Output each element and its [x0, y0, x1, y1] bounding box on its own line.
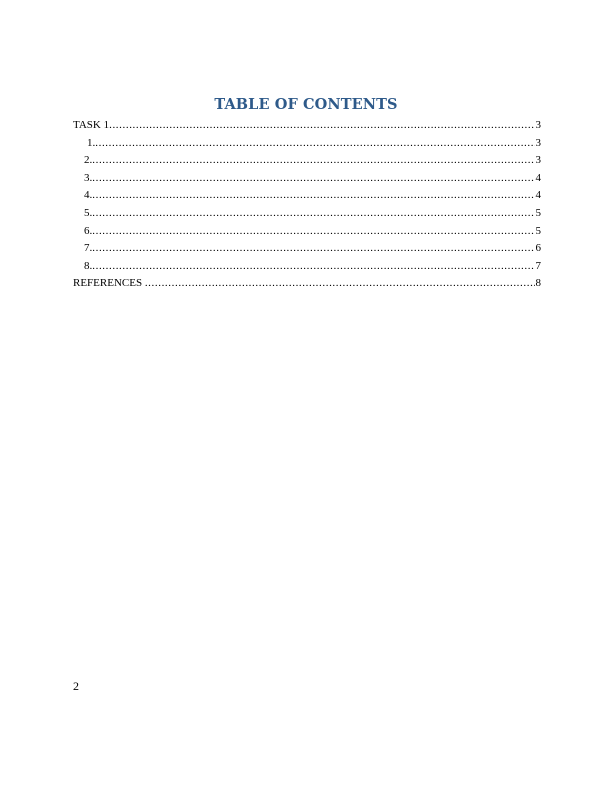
- toc-entry-8[interactable]: [73, 258, 541, 276]
- toc-entry-6[interactable]: [73, 223, 541, 241]
- toc-entry-page: 8: [535, 277, 541, 290]
- toc-title: TABLE OF CONTENTS: [214, 96, 398, 113]
- toc-entry-label: 5.: [84, 206, 93, 219]
- toc-entry-references[interactable]: [73, 275, 541, 293]
- toc-entry-2[interactable]: [73, 152, 541, 170]
- toc-entry-5[interactable]: [73, 205, 541, 223]
- toc-leader-dots: [92, 152, 534, 170]
- toc-leader-dots: [92, 187, 534, 205]
- toc-leader-dots: [92, 258, 534, 276]
- toc-entry-label: 1.: [87, 136, 96, 149]
- toc-entry-page: 3: [535, 136, 541, 149]
- toc-entry-task-1[interactable]: [73, 117, 541, 135]
- toc-leader-dots: [92, 240, 534, 258]
- toc-entry-page: 6: [535, 242, 541, 255]
- toc-leader-dots: [95, 135, 534, 153]
- toc-entry-label: 6.: [84, 224, 93, 237]
- toc-entry-label: 2.: [84, 154, 93, 167]
- toc-entry-3[interactable]: [73, 170, 541, 188]
- toc-entry-page: 7: [535, 259, 541, 272]
- toc-entry-page: 5: [535, 206, 541, 219]
- toc-entry-page: 3: [535, 119, 541, 131]
- toc-entry-page: 3: [535, 154, 541, 167]
- toc-entry-label: 4.: [84, 189, 93, 202]
- toc-leader-dots: [92, 205, 534, 223]
- toc-entry-7[interactable]: [73, 240, 541, 258]
- toc-leader-dots: [92, 170, 534, 188]
- toc-entry-label: 3.: [84, 171, 93, 184]
- page-number: 2: [73, 679, 79, 693]
- toc-entry-label: TASK 1: [73, 119, 110, 131]
- toc-leader-dots: [109, 117, 534, 135]
- toc-entry-label: 7.: [84, 242, 93, 255]
- toc-entry-page: 4: [535, 171, 541, 184]
- toc-entry-4[interactable]: [73, 187, 541, 205]
- toc-leader-dots: [92, 223, 534, 241]
- toc-entry-label: 8.: [84, 259, 93, 272]
- toc-leader-dots: [145, 275, 535, 293]
- toc-entry-page: 4: [535, 189, 541, 202]
- toc-entry-1[interactable]: [73, 135, 541, 153]
- toc-entry-page: 5: [535, 224, 541, 237]
- toc-entry-label: REFERENCES: [73, 277, 145, 290]
- toc-list: [73, 117, 541, 293]
